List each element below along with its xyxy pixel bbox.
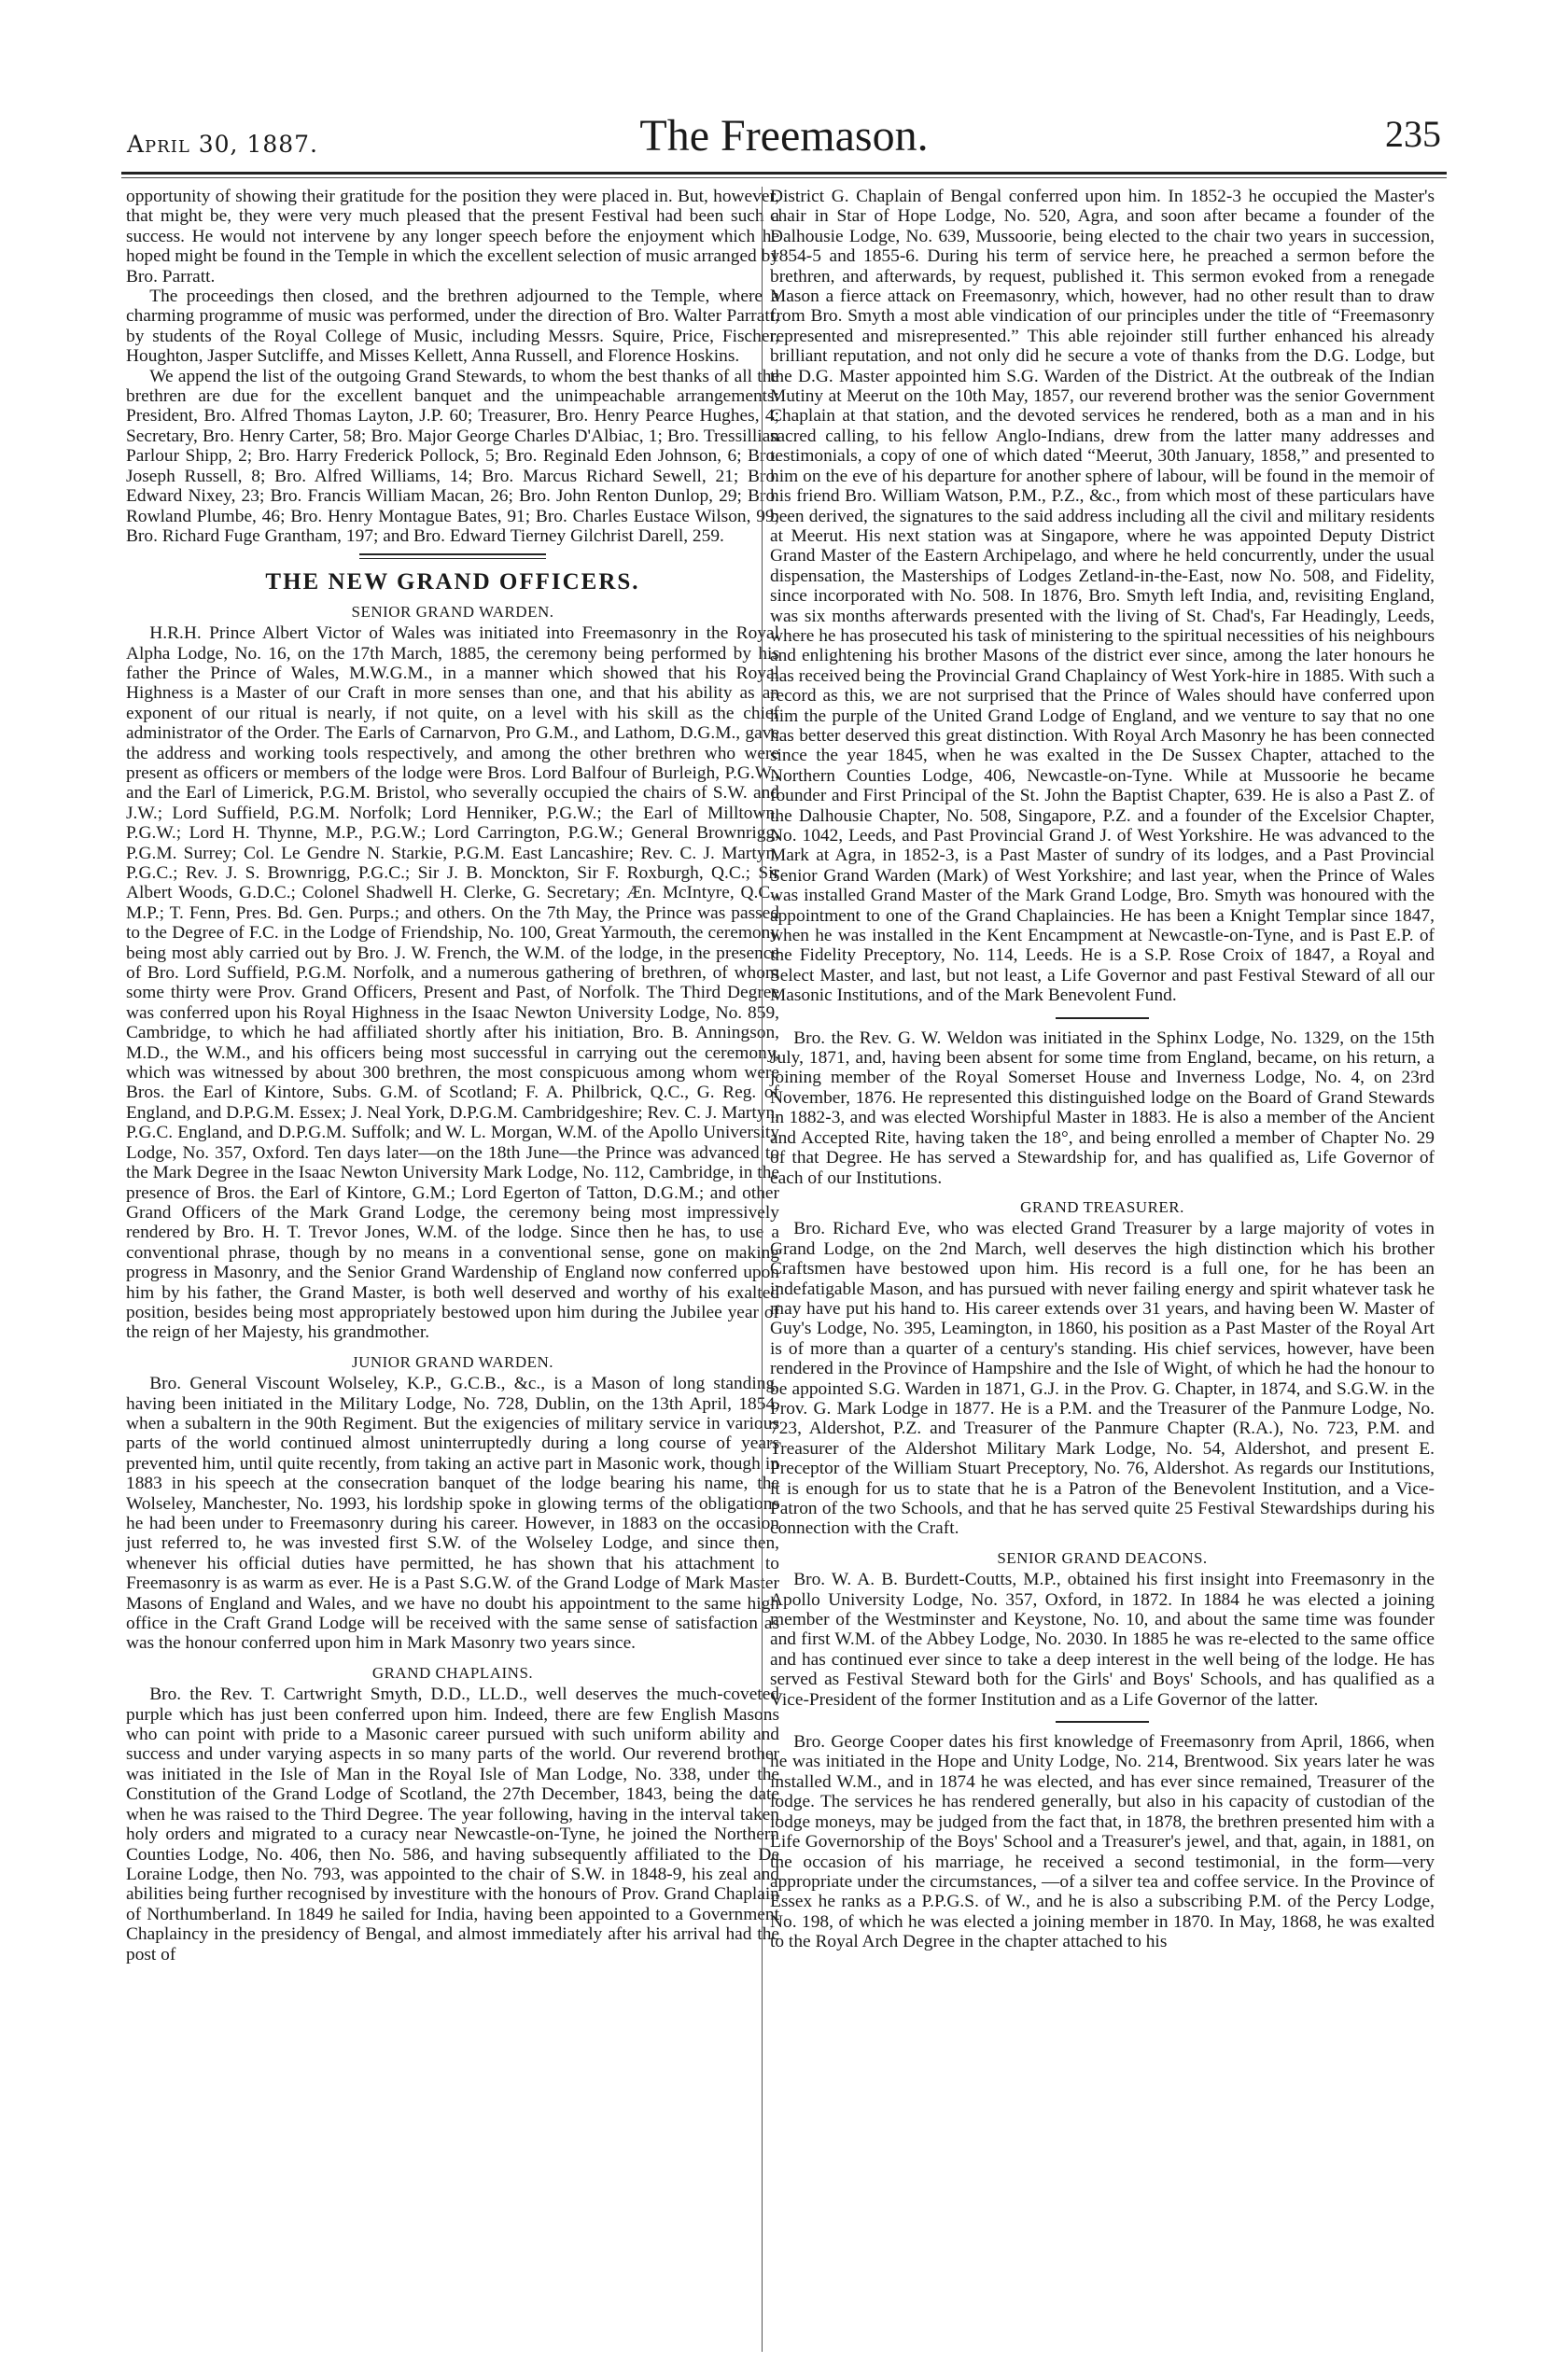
subheading-junior-warden: JUNIOR GRAND WARDEN. (351, 1352, 554, 1371)
paragraph: Bro. Richard Eve, who was elected Grand Treasurer by a large majority of votes in Grand Lodge, on the 2nd March, well deserves the high distinction which his brother Craftsmen have bestowed upon him. His record is a full one, for he has been an indefatigable Mason, and has pursued with never failing energy and spirit whatever task he may have put his hand to. His career extends over 31 years, and having been W. Master of Guy's Lodge, No. 395, Leamington, in 1860, his position as a Past Master of the Royal Art is of more than a quarter of a century's standing. His chief services, however, have been rendered in the Province of Hampshire and the Isle of Wight, of which he had the honour to be appointed S.G. Warden in 1871, G.J. in the Prov. G. Chapter, in 1874, and S.G.W. in the Prov. G. Mark Lodge in 1877. He is a P.M. and the Treasurer of the Panmure Lodge, No. 723, Aldershot, P.Z. and Treasurer of the Panmure Chapter (R.A.), No. 723, P.M. and Treasurer of the Aldershot Military Mark Lodge, No. 54, Aldershot, and present E. Preceptor of the William Stuart Preceptory, No. 76, Aldershot. As regards our Institutions, it is enough for us to state that he is a Patron of the Benevolent Institution, and a Vice-Patron of the two Schools, and that he has served quite 25 Festival Stewardships during his connection with the Craft. (770, 1219, 1435, 1539)
section-title: THE NEW GRAND OFFICERS. (265, 569, 640, 595)
paragraph: H.R.H. Prince Albert Victor of Wales was initiated into Freemasonry in the Royal Alpha Lodge, No. 16, on the 17th March, 1885, the ceremony being performed by his father the Prince of Wales, M.W.G.M., in a manner which showed that his Royal Highness is a Master of our Craft in more senses than one, and that his ability as an exponent of our ritual is nearly, if not quite, on a level with his skill as the chief administrator of the Order. The Earls of Carnarvon, Pro G.M., and Lathom, D.G.M., gave the address and working tools respectively, and among the other brethren who were present as officers or members of the lodge were Bros. Lord Balfour of Burleigh, P.G.W., and the Earl of Limerick, P.G.M. Bristol, who severally occupied the chairs of S.W. and J.W.; Lord Suffield, P.G.M. Norfolk; Lord Henniker, P.G.W.; the Earl of Milltown, P.G.W.; Lord H. Thynne, M.P., P.G.W.; Lord Carrington, P.G.W.; General Brownrigg, P.G.M. Surrey; Col. Le Gendre N. Starkie, P.G.M. East Lancashire; Rev. C. J. Martyn, P.G.C.; Rev. J. S. Brownrigg, P.G.C.; Sir J. B. Monckton, Sir F. Roxburgh, Q.C.; Sir Albert Woods, G.D.C.; Colonel Shadwell H. Clerke, G. Secretary; Æn. McIntyre, Q.C., M.P.; T. Fenn, Pres. Bd. Gen. Purps.; and others. On the 7th May, the Prince was passed to the Degree of F.C. in the Lodge of Friendship, No. 100, Great Yarmouth, the ceremony being most ably carried out by Bro. J. W. French, the W.M. of the lodge, in the presence of Bro. Lord Suffield, P.G.M. Norfolk, and a numerous gathering of brethren, of whom some thirty were Prov. Grand Officers, Present and Past, of Norfolk. The Third Degree was conferred upon his Royal Highness in the Isaac Newton University Lodge, No. 859, Cambridge, to which he had affiliated shortly after his initiation, Bro. B. Anningson, M.D., the W.M., and his officers being most successful in carrying out the ceremony, which was witnessed by about 300 brethren, the most conspicuous among whom were Bros. the Earl of Kintore, Subs. G.M. of Scotland; F. A. Philbrick, Q.C., G. Reg. of England, and D.P.G.M. Essex; J. Neal York, D.P.G.M. Cambridgeshire; Rev. C. J. Martyn, P.G.C. England, and D.P.G.M. Suffolk; and W. L. Morgan, W.M. of the Apollo University Lodge, No. 357, Oxford. Ten days later—on the 18th June—the Prince was advanced to the Mark Degree in the Isaac Newton University Mark Lodge, No. 112, Cambridge, in the presence of Bros. the Earl of Kintore, G.M.; Lord Egerton of Tatton, D.G.M.; and other Grand Officers of the Mark Grand Lodge, the ceremony being most impressively rendered by Bro. H. T. Trevor Jones, W.M. of the lodge. Since then he has, to use a conventional phrase, though by no means in a conventional sense, gone on making progress in Masonry, and the Senior Grand Wardenship of England now conferred upon him by his father, the Grand Master, is both well deserved and worthy of his exalted position, besides being most appropriately bestowed upon him during the Jubilee year of the reign of her Majesty, his grandmother. (126, 623, 780, 1343)
paragraph: opportunity of showing their gratitude for the position they were placed in. But, however, that might be, they were very much pleased that the present Festival had been such a success. He would not intervene by any longer speech before the enjoyment which he hoped might be found in the Temple in which the excellent selection of music arranged by Bro. Parratt. (126, 187, 779, 287)
section-divider (359, 553, 546, 559)
paragraph: Bro. General Viscount Wolseley, K.P., G.C.B., &c., is a Mason of long standing, having been initiated in the Military Lodge, No. 728, Dublin, on the 13th April, 1854, when a subaltern in the 90th Regiment. But the exigencies of military service in various parts of the world continued almost uninterruptedly during a long course of years prevented him, until quite recently, from taking an active part in Masonic work, though in 1883 in his speech at the consecration banquet of the lodge bearing his name, the Wolseley, Manchester, No. 1993, his lordship spoke in glowing terms of the obligations he had been under to Freemasonry during his career. However, in 1883 on the occasion just referred to, he was invested first S.W. of the Wolseley Lodge, and since then, whenever his official duties have permitted, he has shown that his attachment to Freemasonry is as warm as ever. He is a Past S.G.W. of the Grand Lodge of Mark Master Masons of England and Wales, and we have no doubt his appointment to the same high office in the Craft Grand Lodge will be received with the same sense of satisfaction as was the honour conferred upon him in Mark Masonry two years since. (126, 1374, 779, 1654)
paragraph: District G. Chaplain of Bengal conferred upon him. In 1852-3 he occupied the Master's chair in Star of Hope Lodge, No. 520, Agra, and soon after became a founder of the Dalhousie Lodge, No. 639, Mussoorie, being elected to the chair two years in succession, 1854-5 and 1855-6. During his term of service here, he preached a sermon before the brethren, and afterwards, by request, published it. This sermon evoked from a renegade Mason a fierce attack on Freemasonry, which, however, had no other result than to draw from Bro. Smyth a most able vindication of our principles under the title of “Freemasonry represented and misrepresented.” This able rejoinder still further enhanced his already brilliant reputation, and not only did he secure a vote of thanks from the D.G. Lodge, but the D.G. Master appointed him S.G. Warden of the District. At the outbreak of the Indian Mutiny at Meerut on the 10th May, 1857, our reverend brother was the senior Government Chaplain at that station, and the devoted services he rendered, both as a man and in his sacred calling, to his fellow Anglo-Indians, drew from the latter many addresses and testimonials, a copy of one of which dated “Meerut, 30th January, 1858,” and presented to him on the eve of his departure for another sphere of labour, will be found in the memoir of his friend Bro. William Watson, P.M., P.Z., &c., from which most of these particulars have been derived, the signatures to the said address including all the civil and military residents at Meerut. His next station was at Singapore, where he was appointed Deputy District Grand Master of the Eastern Archipelago, and where he held concurrently, under the usual dispensation, the Masterships of Lodges Zetland-in-the-East, now No. 508, and Fidelity, since incorporated with No. 508. In 1876, Bro. Smyth left India, and, revisiting England, was six months afterwards presented with the living of St. Chad's, Far Headingly, Leeds, where he has prosecuted his task of ministering to the spiritual necessities of his neighbours and enlightening his brother Masons of the district ever since, among the later honours he has received being the Provincial Grand Chaplaincy of West York-hire in 1885. With such a record as this, we are not surprised that the Prince of Wales should have conferred upon him the purple of the United Grand Lodge of England, and we venture to say that no one has better deserved this great distinction. With Royal Arch Masonry he has been connected since the year 1845, when he was exalted in the De Sussex Chapter, attached to the Northern Counties Lodge, 406, Newcastle-on-Tyne. While at Mussoorie he became founder and First Principal of the St. John the Baptist Chapter, 639. He is also a Past Z. of the Dalhousie Chapter, No. 508, Singapore, P.Z. and a founder of the Excelsior Chapter, No. 1042, Leeds, and Past Provincial Grand J. of West Yorkshire. He was advanced to the Mark at Agra, in 1852-3, is a Past Master of sundry of its lodges, and a Past Provincial Senior Grand Warden (Mark) of West Yorkshire; and last year, when the Prince of Wales was installed Grand Master of the Mark Grand Lodge, Bro. Smyth was honoured with the appointment to one of the Grand Chaplaincies. He has been a Knight Templar since 1847, when he was installed in the Kent Encampment at Newcastle-on-Tyne, and is Past E.P. of the Fidelity Preceptory, No. 114, Leeds. He is a S.P. Rose Croix of 1847, a Royal and Select Master, and last, but not least, a Life Governor and past Festival Steward of all our Masonic Institutions, and of the Mark Benevolent Fund. (770, 187, 1435, 1006)
paragraph: Bro. the Rev. T. Cartwright Smyth, D.D., LL.D., well deserves the much-coveted purple which has just been conferred upon him. Indeed, there are few English Masons who can point with pride to a Masonic career pursued with such uniform ability and success and under varying aspects in so many parts of the world. Our reverend brother was initiated in the Isle of Man in the Royal Isle of Man Lodge, No. 338, under the Constitution of the Grand Lodge of Scotland, the 27th December, 1843, being the date when he was raised to the Third Degree. The year following, having in the interval taken holy orders and migrated to a curacy near Newcastle-on-Tyne, he joined the Northern Counties Lodge, No. 406, then No. 586, and having subsequently affiliated to the De Loraine Lodge, then No. 793, was appointed to the chair of S.W. in 1848-9, his zeal and abilities being further recognised by investiture with the honours of Prov. Grand Chaplain of Northumberland. In 1849 he sailed for India, having been appointed to a Government Chaplaincy in the presidency of Bengal, and almost immediately after his arrival had the post of (126, 1685, 779, 1965)
issue-date: April 30, 1887. (127, 131, 319, 158)
masthead (121, 110, 1447, 170)
left-column (126, 187, 779, 1965)
masthead-rule-thin (121, 177, 1447, 178)
paragraph: Bro. the Rev. G. W. Weldon was initiated in the Sphinx Lodge, No. 1329, on the 15th July, 1871, and, having been absent for some time from England, became, on his return, a joining member of the Royal Somerset House and Inverness Lodge, No. 4, on 23rd November, 1876. He represented this distinguished lodge on the Board of Grand Stewards in 1882-3, and was elected Worshipful Master in 1883. He is also a member of the Ancient and Accepted Rite, having taken the 18°, and being enrolled a member of Chapter No. 29 of that Degree. He has served a Stewardship for, and has qualified as, Life Governor of each of our Institutions. (770, 1028, 1435, 1188)
column-divider (762, 187, 763, 2352)
paragraph: Bro. W. A. B. Burdett-Coutts, M.P., obtained his first insight into Freemasonry in the Apollo University Lodge, No. 357, Oxford, in 1872. In 1884 he was elected a joining member of the Westminster and Keystone, No. 10, and about the same time was founder and first W.M. of the Abbey Lodge, No. 2030. In 1885 he was re-elected to the same office and has continued ever since to take a deep interest in the well being of the lodge. He has served as Festival Steward both for the Girls' and Boys' Schools, and has qualified as a Vice-President of the former Institution and as a Life Governor of the latter. (770, 1570, 1435, 1710)
subheading-senior-warden: SENIOR GRAND WARDEN. (351, 602, 554, 621)
masthead-rule (121, 172, 1447, 175)
newspaper-title: The Freemason. (639, 111, 929, 161)
subheading-chaplains: GRAND CHAPLAINS. (371, 1663, 534, 1682)
page-number: 235 (1385, 113, 1441, 155)
paragraph: The proceedings then closed, and the brethren adjourned to the Temple, where a charming programme of music was performed, under the direction of Bro. Walter Parratt, by students of the Royal College of Music, including Messrs. Squire, Price, Fischer, Houghton, Jasper Sutcliffe, and Misses Kellett, Anna Russell, and Florence Hoskins. (126, 287, 779, 367)
paragraph: Bro. George Cooper dates his first knowledge of Freemasonry from April, 1866, when he was initiated in the Hope and Unity Lodge, No. 214, Brentwood. Six years later he was installed W.M., and in 1874 he was elected, and has ever since remained, Treasurer of the lodge. The services he has rendered generally, but also in his capacity of custodian of the lodge moneys, may be judged from the fact that, in 1878, the brethren presented him with a Life Governorship of the Boys' School and a Treasurer's jewel, and that, again, in 1881, on the occasion of his marriage, he received a second testimonial, in the form—very appropriate under the circumstances, —of a silver tea and coffee service. In the Province of Essex he ranks as a P.P.G.S. of W., and he is also a subscribing P.M. of the Percy Lodge, No. 198, of which he was elected a joining member in 1870. In May, 1868, he was exalted to the Royal Arch Degree in the chapter attached to his (770, 1732, 1435, 1952)
paragraph: We append the list of the outgoing Grand Stewards, to whom the best thanks of all the brethren are due for the excellent banquet and the unimpeachable arrangements: President, Bro. Alfred Thomas Layton, J.P. 60; Treasurer, Bro. Henry Pearce Hughes, 4; Secretary, Bro. Henry Carter, 58; Bro. Major George Charles D'Albiac, 1; Bro. Tressillian Parlour Shipp, 2; Bro. Harry Frederick Pollock, 5; Bro. Reginald Eden Johnson, 6; Bro. Joseph Russell, 8; Bro. Alfred Williams, 14; Bro. Marcus Richard Sewell, 21; Bro. Edward Nixey, 23; Bro. Francis William Macan, 26; Bro. John Renton Dunlop, 29; Bro. Rowland Plumbe, 46; Bro. Henry Montague Bates, 91; Bro. Charles Eustace Wilson, 99; Bro. Richard Fuge Grantham, 197; and Bro. Edward Tierney Gilchrist Darell, 259. (126, 366, 779, 546)
short-divider (1056, 1017, 1149, 1019)
short-divider (1056, 1721, 1149, 1723)
subheading-treasurer: GRAND TREASURER. (1020, 1197, 1184, 1216)
subheading-deacons: SENIOR GRAND DEACONS. (997, 1548, 1208, 1567)
right-column (770, 187, 1435, 1952)
